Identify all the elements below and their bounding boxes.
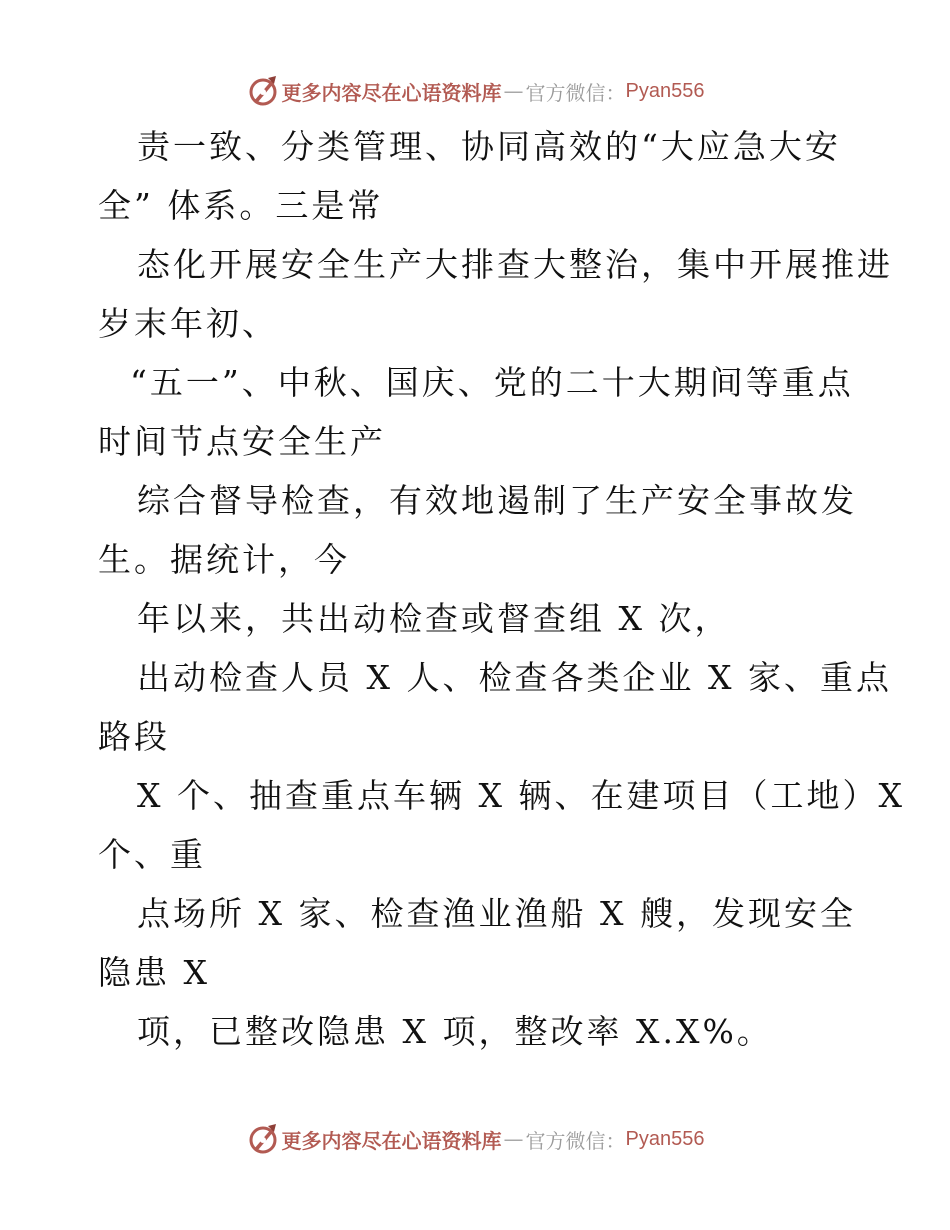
watermark-wechat-id: Pyan556	[625, 1127, 705, 1150]
body-line: 出动检查人员 X 人、检查各类企业 X 家、重点	[137, 658, 892, 697]
body-line: 全” 体系。三是常	[98, 186, 384, 225]
body-line: 隐患 X	[98, 953, 210, 992]
body-line: 路段	[98, 717, 170, 756]
watermark-wechat-id: Pyan556	[625, 79, 705, 102]
body-line: 时间节点安全生产	[98, 422, 386, 461]
body-line: 岁末年初、	[98, 304, 278, 343]
body-line: X 个、抽查重点车辆 X 辆、在建项目（工地）X	[137, 776, 905, 815]
body-line: 综合督导检查，有效地遏制了生产安全事故发	[137, 481, 857, 520]
watermark-dash: —	[503, 79, 524, 103]
body-line: 个、重	[98, 835, 206, 874]
watermark-brand-text: 更多内容尽在心语资料库	[281, 1128, 502, 1153]
body-line: 态化开展安全生产大排查大整治，集中开展推进	[137, 245, 893, 284]
watermark-label: 官方微信：	[525, 80, 626, 105]
footer-watermark	[0, 1119, 950, 1159]
body-line: “五一”、中秋、国庆、党的二十大期间等重点	[130, 363, 854, 402]
feather-pen-logo-icon	[246, 1122, 280, 1156]
watermark-label: 官方微信：	[525, 1128, 626, 1153]
header-watermark	[0, 71, 950, 111]
body-line: 责一致、分类管理、协同高效的“大应急大安	[137, 127, 841, 166]
watermark-dash: —	[503, 1127, 524, 1151]
body-line: 项，已整改隐患 X 项，整改率 X.X%。	[137, 1012, 773, 1051]
body-line: 生。据统计，今	[98, 540, 350, 579]
body-line: 点场所 X 家、检查渔业渔船 X 艘，发现安全	[137, 894, 856, 933]
watermark-brand-text: 更多内容尽在心语资料库	[281, 80, 502, 105]
feather-pen-logo-icon	[246, 74, 280, 108]
body-line: 年以来，共出动检查或督查组 X 次，	[137, 599, 731, 638]
